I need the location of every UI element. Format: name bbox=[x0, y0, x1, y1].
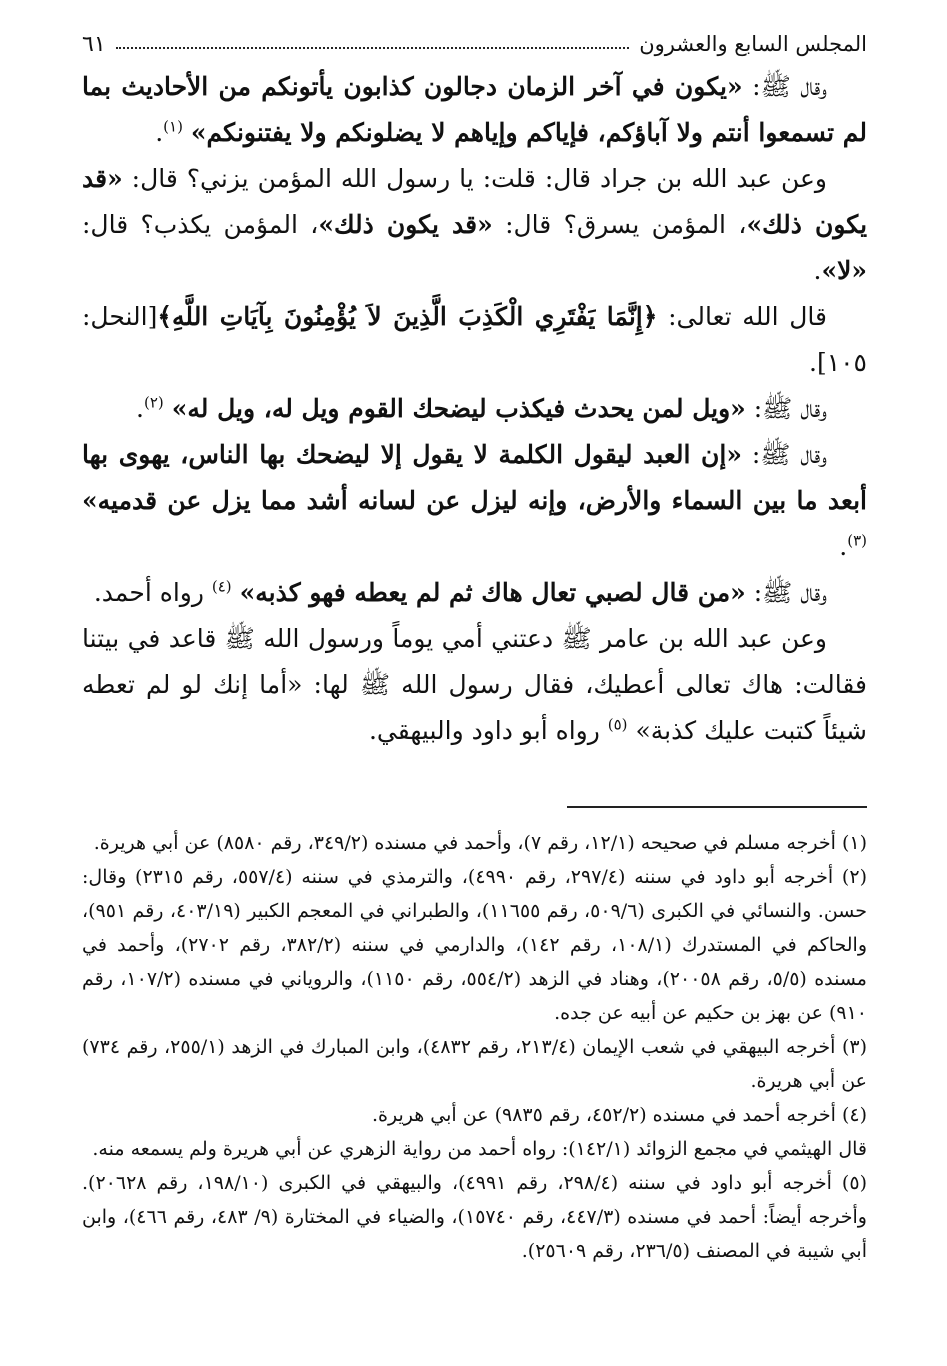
footnote-ref: (١) bbox=[163, 117, 183, 136]
footnote-ref: (٣) bbox=[847, 531, 867, 550]
header-dotted-leader bbox=[116, 47, 630, 49]
footnote-separator bbox=[567, 806, 867, 808]
paragraph-intro: وقال ﷺ: bbox=[741, 440, 827, 469]
paragraph-intro: وقال ﷺ: bbox=[742, 72, 828, 101]
verse-reference: [النحل: ١٠٥]. bbox=[82, 302, 867, 377]
paragraph-intro: وقال ﷺ: bbox=[745, 394, 827, 423]
paragraph-end: . bbox=[136, 394, 144, 423]
hadith-text: «إن العبد ليقول الكلمة لا يقول إلا ليضحك بها الناس، يهوى بها أبعد ما بين السماء والأرض، وإنه ليزل عن لسانه أشد مما يزل عن قدميه» bbox=[82, 440, 867, 515]
narration-text: ، المؤمن يكذب؟ قال: bbox=[82, 210, 319, 239]
paragraph-intro: قال الله تعالى: bbox=[657, 302, 827, 331]
paragraph-4 bbox=[82, 386, 867, 432]
paragraph-end: رواه أحمد. bbox=[93, 578, 212, 607]
hadith-text: «أما إنك لو لم تعطه شيئاً كتبت عليك كذبة» bbox=[82, 670, 867, 745]
paragraph-5 bbox=[82, 432, 867, 570]
paragraph-end: رواه أبو داود والبيهقي. bbox=[368, 716, 608, 745]
footnote-1: (١) أخرجه مسلم في صحيحه (١٢/١، رقم ٧)، وأحمد في مسنده (٣٤٩/٢، رقم ٨٥٨٠) عن أبي هريرة. bbox=[93, 832, 867, 854]
footnote-4: (٤) أخرجه أحمد في مسنده (٤٥٢/٢، رقم ٩٨٣٥) عن أبي هريرة. bbox=[372, 1104, 867, 1126]
footnote-ref: (٥) bbox=[607, 715, 628, 734]
narration-text: وعن عبد الله بن عامر ﷺ دعتني أمي يوماً ورسول الله ﷺ قاعد في بيتنا فقالت: هاك تعالى أعطيك، فقال رسول الله ﷺ لها: bbox=[82, 624, 867, 699]
footnote-2: (٢) أخرجه أبو داود في سننه (٢٩٧/٤، رقم ٤٩٩٠)، والترمذي في سننه (٥٥٧/٤، رقم ٢٣١٥) وقال: حسن. والنسائي في الكبرى (٥٠٩/٦، رقم ١١٦٥٥)، والطبراني في المعجم الكبير (٤٠٣/١٩، رقم ٩٥١)، والحاكم في المستدرك (١٠٨/١، رقم ١٤٢)، والدارمي في سننه (٣٨٢/٢، رقم ٢٧٠٢)، وأحمد في مسنده (٥/٥، رقم ٢٠٠٥٨)، وهناد في الزهد (٥٥٤/٢، رقم ١١٥٠)، والروياني في مسنده (١٠٧/٢، رقم ٩١٠) عن بهز بن حكيم عن أبيه عن جده. bbox=[82, 866, 867, 1024]
narration-text: وعن عبد الله بن جراد قال: قلت: يا رسول الله المؤمن يزني؟ قال: bbox=[122, 164, 827, 193]
footnote-4-note: قال الهيثمي في مجمع الزوائد (١٤٢/١): رواه أحمد من رواية الزهري عن أبي هريرة ولم يسمعه منه. bbox=[92, 1138, 867, 1160]
quran-verse: ﴿إِنَّمَا يَفْتَرِي الْكَذِبَ الَّذِينَ لاَ يُؤْمِنُونَ بِآيَاتِ اللَّهِ﴾ bbox=[157, 302, 658, 331]
footnotes bbox=[82, 826, 867, 1268]
hadith-text: «ويل لمن يحدث فيكذب ليضحك القوم ويل له، ويل له» bbox=[171, 394, 746, 423]
paragraph-end: . bbox=[813, 256, 822, 285]
paragraph-end: . bbox=[155, 118, 164, 147]
paragraph-end: . bbox=[839, 532, 848, 561]
hadith-answer: «قد يكون ذلك» bbox=[318, 210, 493, 239]
footnote-ref: (٤) bbox=[211, 577, 232, 596]
paragraph-7 bbox=[82, 616, 867, 754]
hadith-answer: «قد يكون ذلك» bbox=[82, 164, 868, 239]
paragraph-intro: وقال ﷺ: bbox=[745, 578, 827, 607]
paragraph-3 bbox=[82, 294, 867, 386]
paragraph-1 bbox=[82, 64, 867, 156]
hadith-answer: «لا» bbox=[821, 256, 867, 285]
page-number: ٦١ bbox=[82, 31, 106, 57]
paragraph-6 bbox=[82, 570, 867, 616]
chapter-title: المجلس السابع والعشرون bbox=[639, 32, 867, 56]
footnote-5: (٥) أخرجه أبو داود في سننه (٢٩٨/٤، رقم ٤٩٩١)، والبيهقي في الكبرى (١٩٨/١٠، رقم ٢٠٦٢٨). وأخرجه أيضاً: أحمد في مسنده (٤٤٧/٣، رقم ١٥٧٤٠)، والضياء في المختارة (٩/ ٤٨٣، رقم ٤٦٦)، وابن أبي شيبة في المصنف (٢٣٦/٥، رقم ٢٥٦٠٩). bbox=[82, 1172, 867, 1262]
paragraph-2 bbox=[82, 156, 867, 294]
footnote-3: (٣) أخرجه البيهقي في شعب الإيمان (٢١٣/٤، رقم ٤٨٣٢)، وابن المبارك في الزهد (٢٥٥/١، رقم ٧٣٤) عن أبي هريرة. bbox=[82, 1036, 867, 1092]
running-header bbox=[82, 30, 867, 58]
main-text bbox=[82, 64, 867, 754]
footnote-ref: (٢) bbox=[144, 393, 164, 412]
narration-text: ، المؤمن يسرق؟ قال: bbox=[492, 210, 747, 239]
hadith-text: «من قال لصبي تعال هاك ثم لم يعطه فهو كذبه» bbox=[239, 578, 746, 607]
hadith-text: «يكون في آخر الزمان دجالون كذابون يأتونكم من الأحاديث بما لم تسمعوا أنتم ولا آباؤكم، فإياكم وإياهم لا يضلونكم ولا يفتنونكم» bbox=[82, 72, 867, 147]
